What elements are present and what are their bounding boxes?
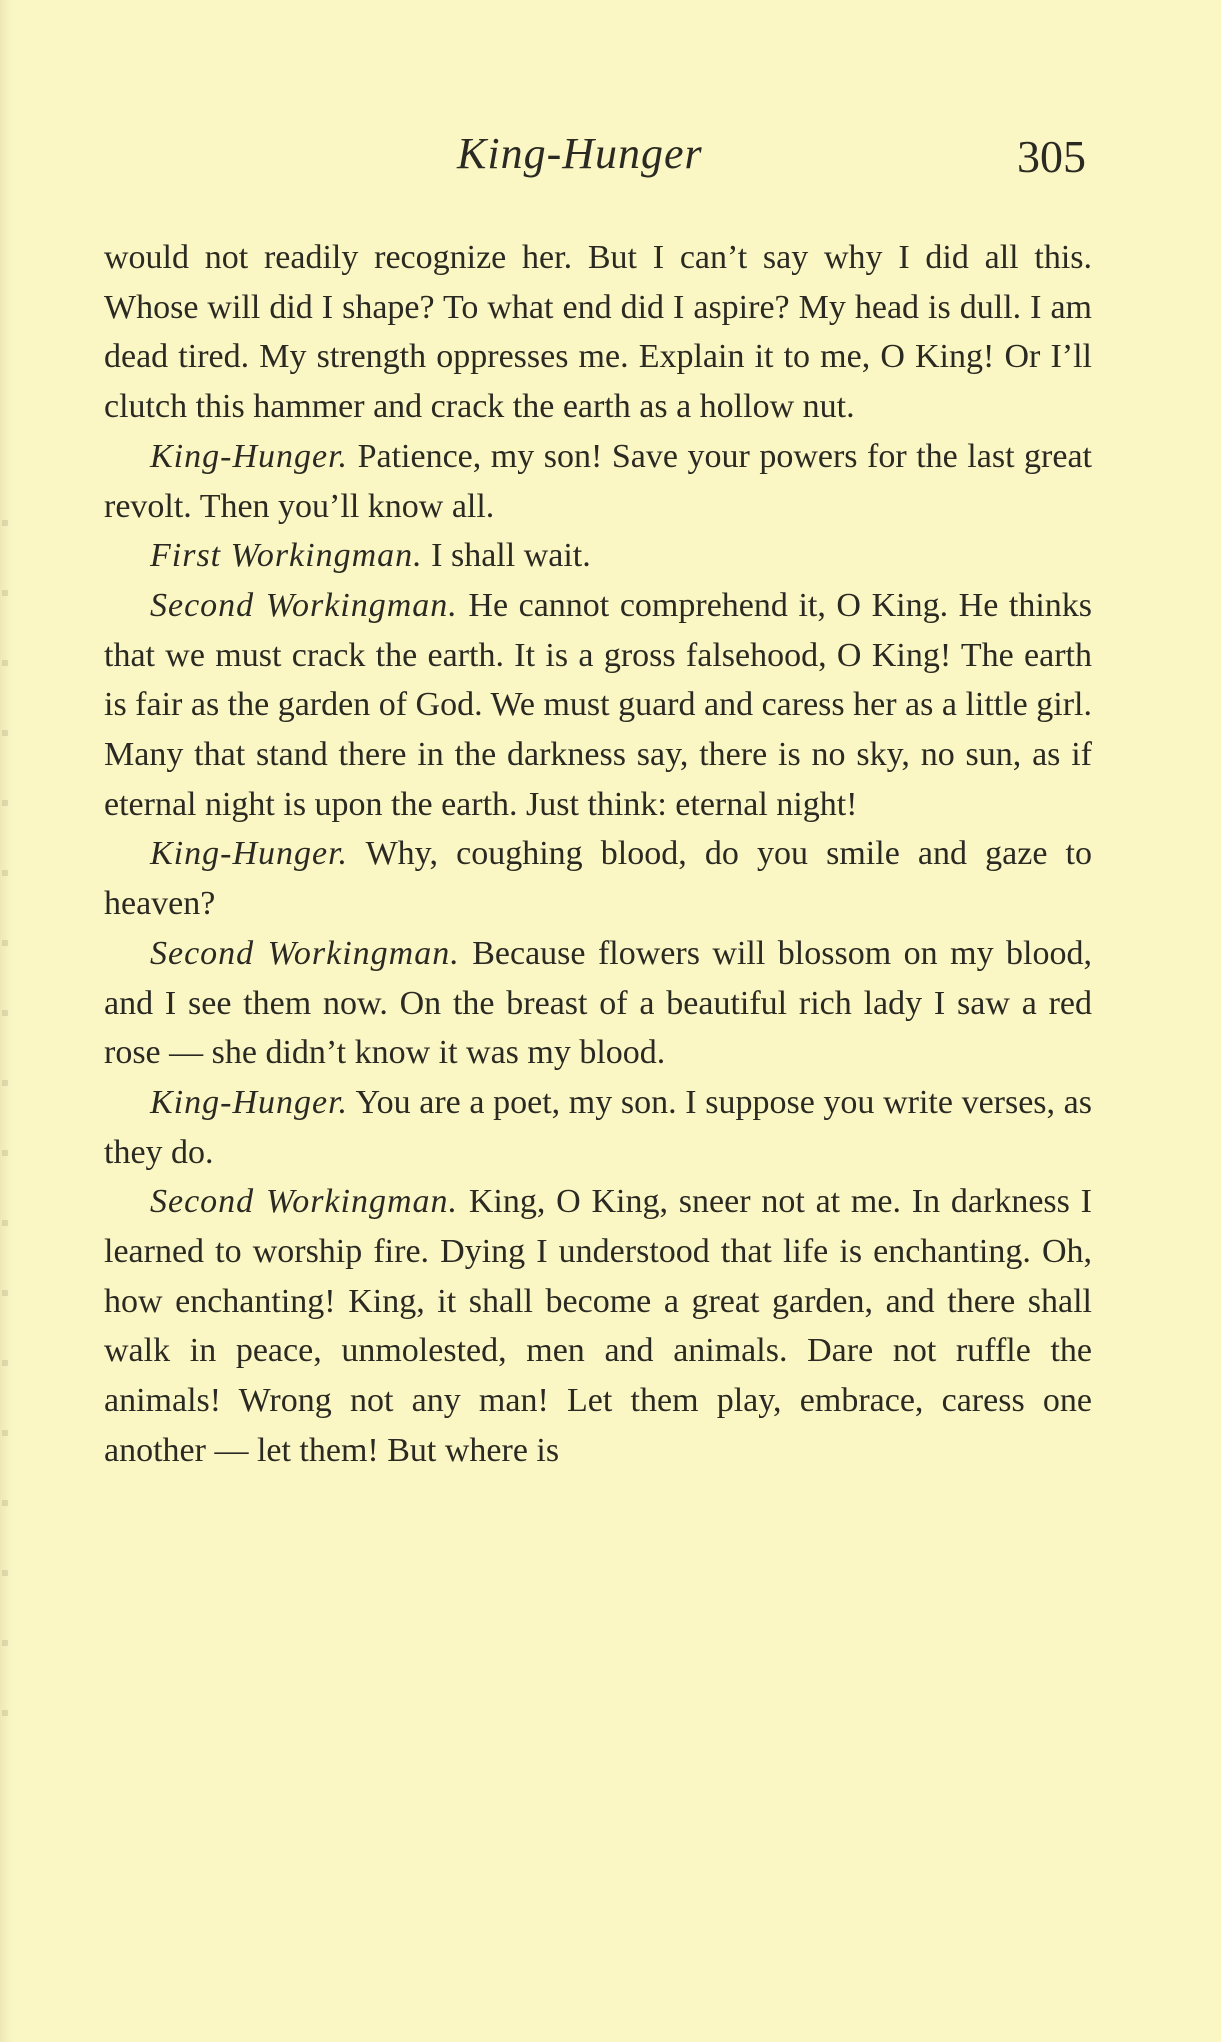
- dialogue-paragraph: [104, 581, 1092, 830]
- dialogue-paragraph: [104, 531, 1092, 581]
- page-edge-marks: [2, 520, 8, 1760]
- speaker-name: Second Workingman.: [150, 586, 458, 624]
- dialogue-text: I shall wait.: [431, 537, 591, 575]
- dialogue-text: Why, coughing blood, do you smile and gaze to heaven?: [104, 835, 1093, 923]
- dialogue-paragraph: [104, 929, 1092, 1078]
- running-title: King-Hunger: [457, 129, 703, 178]
- speaker-name: King-Hunger.: [150, 1083, 349, 1121]
- page-number: 305: [1017, 131, 1086, 182]
- dialogue-paragraph: [104, 1078, 1092, 1177]
- dialogue-text: King, O King, sneer not at me. In darkness I learned to worship fire. Dying I understood that life is enchanting. Oh, how enchanting! King, it shall become a great garden, and there shall walk in peace, unmolested, men and animals. Dare not ruffle the animals! Wrong not any man! Let them play, embrace, caress one another — let them! But where is: [104, 1183, 1092, 1469]
- dialogue-text: Patience, my son! Save your powers for the last great revolt. Then you’ll know all.: [104, 437, 1092, 525]
- speaker-name: King-Hunger.: [150, 835, 349, 873]
- dialogue-text: You are a poet, my son. I suppose you write verses, as they do.: [104, 1083, 1092, 1171]
- paragraph-continuation: [104, 233, 1092, 432]
- page-header: [0, 128, 1221, 198]
- body-text: [104, 233, 1092, 1476]
- speaker-name: First Workingman.: [150, 537, 423, 575]
- speaker-name: Second Workingman.: [150, 1183, 459, 1221]
- dialogue-text: He cannot comprehend it, O King. He thinks that we must crack the earth. It is a gross falsehood, O King! The earth is fair as the garden of God. We must guard and caress her as a little girl. Many that stand there in the darkness say, there is no sky, no sun, as if eternal night is upon the earth. Just think: eternal night!: [104, 586, 1093, 823]
- dialogue-text: Because flowers will blossom on my blood, and I see them now. On the breast of a beautiful rich lady I saw a red rose — she didn’t know it was my blood.: [104, 934, 1093, 1072]
- speaker-name: Second Workingman.: [150, 934, 460, 972]
- paragraph-text: would not readily recognize her. But I can’t say why I did all this. Whose will did I shape? To what end did I aspire? My head is dull. I am dead tired. My strength oppresses me. Explain it to me, O King! Or I’ll clutch this hammer and crack the earth as a hollow nut.: [104, 239, 1092, 426]
- dialogue-paragraph: [104, 829, 1092, 928]
- dialogue-paragraph: [104, 1177, 1092, 1475]
- dialogue-paragraph: [104, 432, 1092, 531]
- page-edge: [0, 0, 14, 2042]
- speaker-name: King-Hunger.: [150, 437, 349, 475]
